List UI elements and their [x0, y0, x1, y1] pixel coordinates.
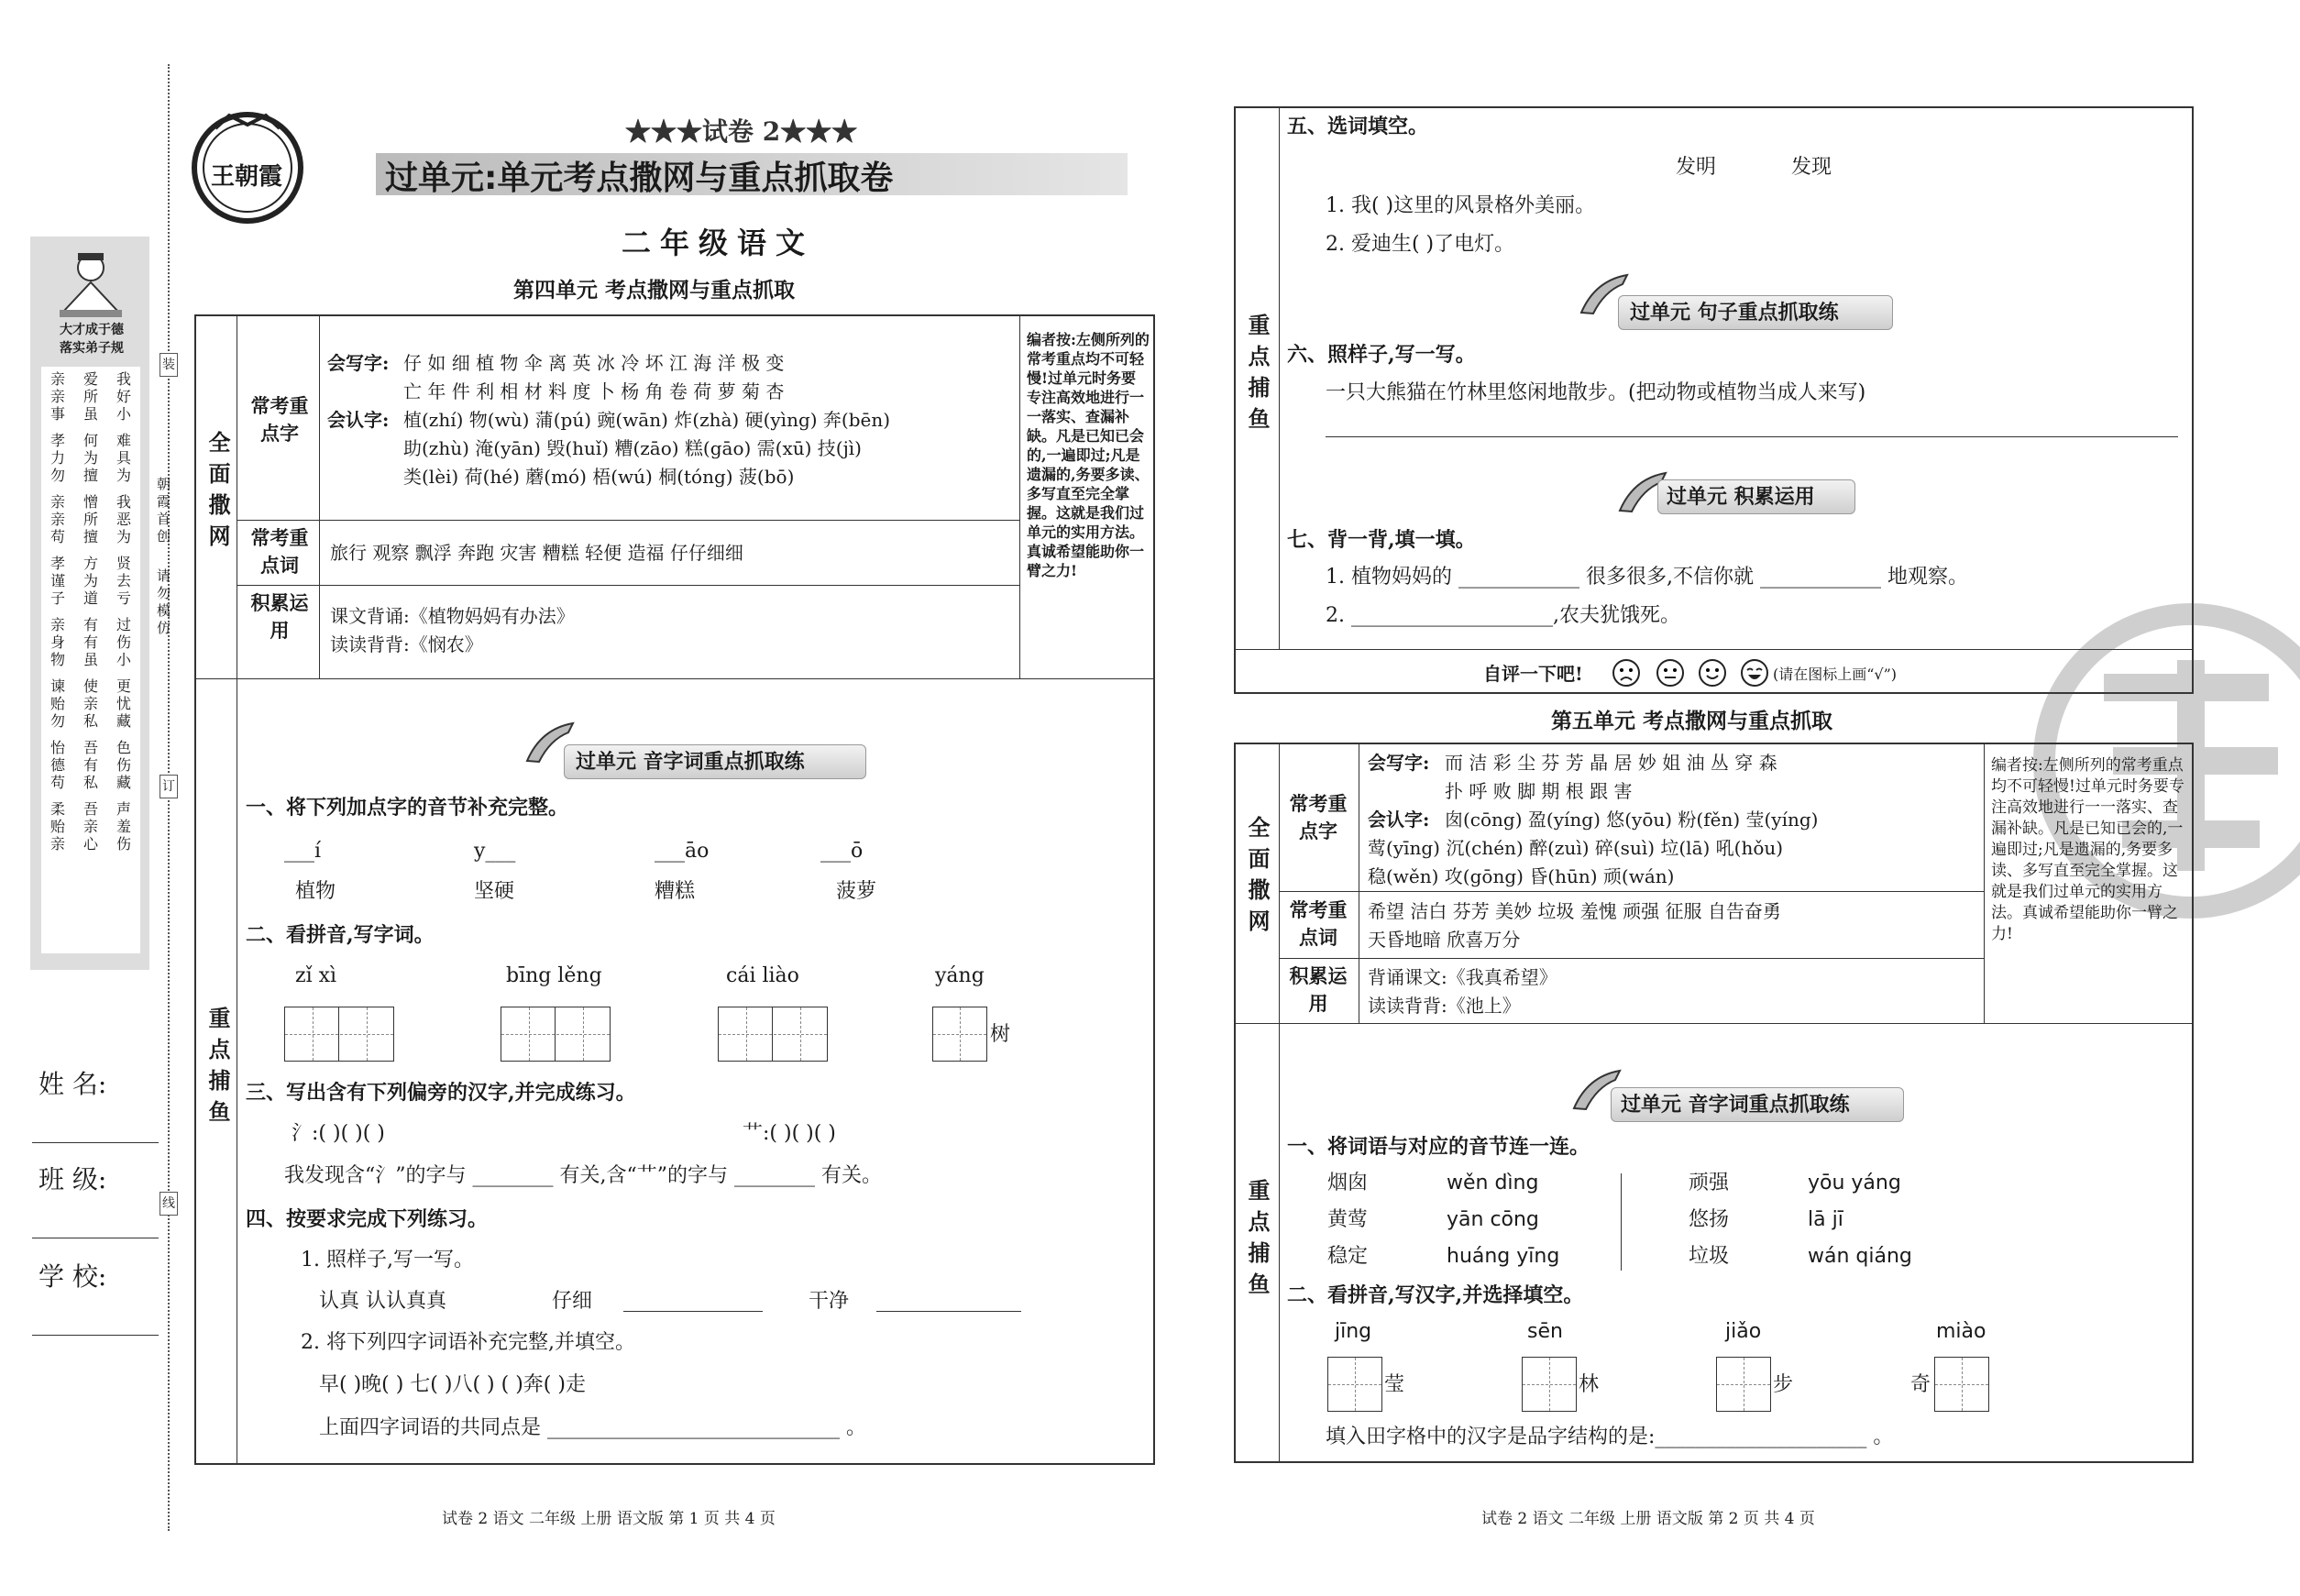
poem-char: 贻	[50, 818, 65, 835]
right-write-line1: 而 洁 彩 尘 芬 芳 晶 居 妙 姐 油 丛 穿 森	[1445, 752, 1777, 774]
dash-mark-3: 线	[160, 1192, 178, 1216]
q2-grid-1[interactable]	[284, 1007, 394, 1062]
poem-char: 色	[116, 739, 131, 756]
dash-mark-2: 订	[160, 775, 178, 798]
self-eval-hint: (请在图标上画“√”)	[1773, 666, 1898, 683]
right-read-line1: 囱(cōng) 盈(yíng) 悠(yōu) 粉(fěn) 莹(yíng)	[1445, 809, 1819, 831]
poem-char: 孝	[50, 555, 65, 572]
poem-char: 亲	[50, 493, 65, 511]
unit5-title: 第五单元 考点撒网与重点抓取	[1551, 709, 1833, 733]
right-top-section-key: 重点捕鱼	[1244, 314, 1271, 438]
poem-char: 有	[83, 616, 98, 633]
logo-text: 王朝霞	[211, 163, 283, 191]
right-bottom-banner-text: 过单元 音字词重点抓取练	[1621, 1093, 1850, 1117]
poem-char: 所	[83, 511, 98, 528]
q1-left-2-word: 黄莺	[1327, 1208, 1369, 1231]
poem-char: 亲	[83, 695, 98, 712]
right-read-line3: 稳(wěn) 攻(gōng) 昏(hūn) 顽(wán)	[1368, 865, 1675, 887]
poem-char: 为	[116, 467, 131, 484]
poem-char: 小	[116, 651, 131, 668]
poem-char: 贤	[116, 555, 131, 572]
poem-gap	[41, 545, 140, 555]
q2-grid-3[interactable]	[718, 1007, 828, 1062]
left-editor-note: 编者按:左侧所列的常考重点均不可轻慢!过单元时务要专注高效地进行一一落实、查漏补缺。凡是已知已会的,一遍即过;凡是遗漏的,务要多读、多写直至完全掌握。这就是我们过单元的实用方法。真诚希望能助你一臂之力!	[1027, 331, 1150, 579]
q6-answer-line[interactable]	[1326, 436, 2178, 437]
q2-tree-char: 树	[990, 1023, 1011, 1046]
right-section-key: 重点捕鱼	[1244, 1179, 1271, 1304]
r-q2-char-2: 林	[1579, 1373, 1600, 1396]
poem-char: 亲	[50, 835, 65, 853]
poem-char: 物	[50, 651, 65, 668]
poem-char: 有	[83, 633, 98, 651]
poem-char: 声	[116, 800, 131, 818]
right-section-all: 全面撒网	[1244, 816, 1271, 941]
r-q2-char-3: 步	[1773, 1373, 1794, 1396]
neutral-face-icon[interactable]	[1656, 658, 1685, 688]
q1-item-2-pinyin: y___	[474, 840, 516, 863]
footer-right: 试卷 2 语文 二年级 上册 语文版 第 2 页 共 4 页	[1481, 1510, 1815, 1528]
self-eval: 自评一下吧!	[1483, 663, 1583, 685]
left-q4: 四、按要求完成下列练习。	[246, 1207, 489, 1231]
poem-char: 我	[116, 493, 131, 511]
poem-char: 羞	[116, 818, 131, 835]
sad-face-icon[interactable]	[1612, 658, 1641, 688]
right-row1-label: 常考重点字	[1289, 792, 1348, 842]
school-field[interactable]	[32, 1335, 159, 1336]
left-write-line1: 仔 如 细 植 物 伞 离 英 冰 冷 坏 江 海 洋 极 变	[403, 352, 785, 374]
poem-char: 为	[83, 572, 98, 589]
poem-char: 为	[83, 449, 98, 467]
poem-char: 擅	[83, 467, 98, 484]
poem-char: 难	[116, 432, 131, 449]
q4-1c: 干净	[809, 1290, 850, 1313]
poem-char: 有	[83, 756, 98, 774]
poem-char: 恶	[116, 511, 131, 528]
poem-char: 苟	[50, 528, 65, 545]
r-q2-pinyin-4: miào	[1936, 1320, 1986, 1343]
poem-char: 贻	[50, 695, 65, 712]
q2-pinyin-4: yáng	[935, 964, 985, 987]
poem-grid	[41, 367, 140, 862]
left-recite2: 读读背背:《悯农》	[330, 633, 483, 655]
poem-gap	[41, 484, 140, 493]
q6-example: 一只大熊猫在竹林里悠闲地散步。(把动物或植物当成人来写)	[1326, 381, 1866, 404]
poem-char: 勿	[50, 467, 65, 484]
poem-char: 我	[116, 370, 131, 388]
q2-pinyin-2: bīng lěng	[506, 964, 602, 987]
poem-char: 为	[116, 528, 131, 545]
right-banner-1-text: 过单元 句子重点抓取练	[1630, 301, 1839, 325]
poem-char: 虽	[83, 405, 98, 423]
q1-left-3-word: 稳定	[1327, 1245, 1369, 1268]
right-recite1: 背诵课文:《我真希望》	[1368, 966, 1557, 988]
sidebar-poem	[41, 367, 140, 953]
footer-left: 试卷 2 语文 二年级 上册 语文版 第 1 页 共 4 页	[442, 1510, 776, 1528]
left-q2: 二、看拼音,写字词。	[246, 923, 435, 947]
q4-1b-blank[interactable]	[623, 1311, 763, 1312]
q1-right-2-word: 悠扬	[1689, 1208, 1730, 1231]
left-section-all: 全面撒网	[204, 431, 231, 556]
poem-gap	[41, 423, 140, 432]
q2-grid-4[interactable]	[932, 1007, 987, 1062]
q2-pinyin-1: zǐ xì	[295, 964, 337, 987]
right-write-label: 会写字:	[1368, 752, 1430, 774]
left-write-line2: 亡 年 件 利 相 材 料 度 卜 杨 角 卷 荷 萝 菊 杏	[403, 380, 785, 402]
left-row3-label: 积累运用	[250, 591, 309, 642]
q4-2: 2. 将下列四字词语补充完整,并填空。	[301, 1331, 635, 1354]
poem-char: 苟	[50, 774, 65, 791]
dash-mark-1: 装	[160, 353, 178, 377]
q5-opt1: 发明	[1676, 156, 1717, 179]
q3-line1a: 氵:( )( )( )	[292, 1122, 385, 1145]
poem-char: 虽	[83, 651, 98, 668]
right-read-line2: 莺(yīng) 沉(chén) 醉(zuì) 碎(suì) 垃(lā) 吼(hǒu)	[1368, 837, 1784, 859]
poem-char: 爱	[83, 370, 98, 388]
poem-char: 何	[83, 432, 98, 449]
header-title: 过单元:单元考点撒网与重点抓取卷	[385, 160, 894, 197]
right-words2: 天昏地暗 欣喜万分	[1368, 929, 1521, 951]
poem-char: 子	[50, 589, 65, 607]
q4-1a: 认真 认认真真	[319, 1290, 446, 1313]
left-q1: 一、将下列加点字的音节补充完整。	[246, 796, 569, 820]
right-q1: 一、将词语与对应的音节连一连。	[1287, 1135, 1590, 1159]
right-write-line2: 扑 呼 败 脚 期 根 跟 害	[1445, 780, 1633, 802]
poem-char: 柔	[50, 800, 65, 818]
poem-char: 藏	[116, 712, 131, 730]
q1-left-1-pinyin: wěn dìng	[1447, 1172, 1539, 1194]
q1-right-3-pinyin: wán qiáng	[1808, 1245, 1912, 1268]
right-banner-2-text: 过单元 积累运用	[1667, 485, 1815, 509]
q6: 六、照样子,写一写。	[1287, 343, 1476, 367]
right-words1: 希望 洁白 芬芳 美妙 垃圾 羞愧 顽强 征服 自告奋勇	[1368, 900, 1781, 922]
r-q2-pinyin-2: sēn	[1527, 1320, 1563, 1343]
poem-char: 亲	[50, 370, 65, 388]
poem-char: 身	[50, 633, 65, 651]
poem-char: 亲	[50, 511, 65, 528]
poem-char: 伤	[116, 835, 131, 853]
poem-char: 小	[116, 405, 131, 423]
poem-char: 去	[116, 572, 131, 589]
q5-opt2: 发现	[1791, 156, 1832, 179]
poem-char: 亲	[83, 818, 98, 835]
q3-line1b: 艹:( )( )( )	[743, 1122, 836, 1145]
q7: 七、背一背,填一填。	[1287, 528, 1476, 552]
poem-char: 伤	[116, 756, 131, 774]
poem-char: 力	[50, 449, 65, 467]
q1-right-3-word: 垃圾	[1689, 1245, 1730, 1268]
right-recite2: 读读背背:《池上》	[1368, 995, 1521, 1017]
poem-char: 德	[50, 756, 65, 774]
smile-face-icon[interactable]	[1698, 658, 1727, 688]
q1-item-1-pinyin: ___í	[284, 840, 322, 863]
q2-grid-2[interactable]	[501, 1007, 611, 1062]
right-row2-label: 常考重点词	[1289, 898, 1348, 949]
q1-item-1-word: 植物	[295, 880, 336, 903]
poem-char: 勿	[50, 712, 65, 730]
q7-1: 1. 植物妈妈的 ____________ 很多很多,不信你就 ____________ 地观察。	[1326, 566, 1968, 589]
q1-item-2-word: 坚硬	[474, 880, 515, 903]
q4-1: 1. 照样子,写一写。	[301, 1249, 474, 1271]
left-read-line3: 类(lèi) 荷(hé) 蘑(mó) 梧(wú) 桐(tóng) 菠(bō)	[403, 466, 795, 488]
poem-char: 憎	[83, 493, 98, 511]
name-label: 姓 名:	[39, 1069, 107, 1099]
poem-char: 谏	[50, 677, 65, 695]
school-label: 学 校:	[39, 1261, 107, 1292]
poem-char: 具	[116, 449, 131, 467]
q4-1c-blank[interactable]	[876, 1311, 1021, 1312]
poem-char: 所	[83, 388, 98, 405]
sidebar-figure	[50, 248, 131, 321]
laugh-face-icon[interactable]	[1740, 658, 1769, 688]
poem-char: 过	[116, 616, 131, 633]
q1-item-4-word: 菠萝	[836, 880, 877, 903]
poem-char: 忧	[116, 695, 131, 712]
q4-2b: 上面四字词语的共同点是 _____________________________ 。	[319, 1416, 866, 1439]
poem-char: 使	[83, 677, 98, 695]
r-q2-grid-4[interactable]	[1934, 1357, 1989, 1412]
left-q3: 三、写出含有下列偏旁的汉字,并完成练习。	[246, 1081, 636, 1105]
q5-1: 1. 我( )这里的风景格外美丽。	[1326, 194, 1596, 217]
poem-char: 亲	[50, 616, 65, 633]
r-q2-grid-1[interactable]	[1327, 1357, 1382, 1412]
poem-char: 亲	[50, 388, 65, 405]
q1-item-3-pinyin: ___āo	[655, 840, 710, 863]
poem-char: 心	[83, 835, 98, 853]
poem-char: 好	[116, 388, 131, 405]
poem-char: 孝	[50, 432, 65, 449]
left-read-line2: 助(zhù) 淹(yān) 毁(huǐ) 糟(zāo) 糕(gāo) 需(xū) 技(jì)	[403, 437, 862, 459]
left-read-label: 会认字:	[327, 409, 390, 431]
poem-gap	[41, 607, 140, 616]
q1-left-2-pinyin: yān cōng	[1447, 1208, 1539, 1231]
poem-gap	[41, 853, 140, 862]
name-field[interactable]	[32, 1142, 159, 1143]
poem-char: 藏	[116, 774, 131, 791]
left-section-key: 重点捕鱼	[204, 1007, 231, 1131]
poem-char: 吾	[83, 739, 98, 756]
poem-char: 道	[83, 589, 98, 607]
sidebar-vert1: 朝霞首创	[155, 477, 171, 546]
q7-2: 2. ____________________,农夫犹饿死。	[1326, 604, 1680, 627]
poem-char: 伤	[116, 633, 131, 651]
left-key-banner-text: 过单元 音字词重点抓取练	[576, 750, 805, 774]
header-stars: ★★★试卷 2★★★	[625, 116, 858, 147]
r-q2-pinyin-1: jīng	[1335, 1320, 1372, 1343]
poem-char: 怡	[50, 739, 65, 756]
poem-char: 私	[83, 774, 98, 791]
q3-line2: 我发现含“氵”的字与 ________ 有关,含“艹”的字与 ________ 有关。	[284, 1164, 882, 1187]
poem-char: 事	[50, 405, 65, 423]
right-q2: 二、看拼音,写汉字,并选择填空。	[1287, 1283, 1584, 1307]
q1-right-1-word: 顽强	[1689, 1172, 1730, 1194]
sidebar-vert2: 请勿模仿	[155, 568, 171, 638]
q1-item-4-pinyin: ___ō	[820, 840, 864, 863]
left-recite1: 课文背诵:《植物妈妈有办法》	[330, 605, 575, 627]
q2-pinyin-3: cái liào	[726, 964, 799, 987]
poem-gap	[41, 791, 140, 800]
left-row2-label: 常考重点词	[250, 526, 309, 577]
q5-2: 2. 爱迪生( )了电灯。	[1326, 233, 1515, 256]
poem-gap	[41, 730, 140, 739]
r-q2-grid-3[interactable]	[1716, 1357, 1771, 1412]
left-row1-label: 常考重点字	[250, 394, 309, 445]
right-read-label: 会认字:	[1368, 809, 1430, 831]
r-q2-pinyin-3: jiǎo	[1725, 1320, 1762, 1343]
left-read-line1: 植(zhí) 物(wù) 蒲(pú) 豌(wān) 炸(zhà) 硬(yìng) 奔(bēn)	[403, 409, 891, 431]
poem-char: 更	[116, 677, 131, 695]
poem-char: 私	[83, 712, 98, 730]
r-q2-char-4: 奇	[1910, 1373, 1931, 1396]
poem-char: 吾	[83, 800, 98, 818]
sidebar-motto: 大才成于德 落实弟子规	[60, 323, 124, 356]
poem-char: 方	[83, 555, 98, 572]
q4-2a: 早( )晚( ) 七( )八( ) ( )奔( )走	[319, 1373, 586, 1396]
left-words: 旅行 观察 飘浮 奔跑 灾害 糟糕 轻便 造福 仔仔细细	[330, 542, 743, 564]
q1-left-3-pinyin: huáng yīng	[1447, 1245, 1560, 1268]
r-q2-grid-2[interactable]	[1522, 1357, 1577, 1412]
r-q2-char-1: 莹	[1384, 1373, 1405, 1396]
q1-right-1-pinyin: yōu yáng	[1808, 1172, 1901, 1194]
unit4-title: 第四单元 考点撒网与重点抓取	[513, 278, 796, 303]
left-write-label: 会写字:	[327, 352, 390, 374]
q1-item-3-word: 糟糕	[655, 880, 696, 903]
q1-left-1-word: 烟囱	[1327, 1172, 1369, 1194]
right-row3-label: 积累运用	[1289, 964, 1348, 1015]
r-q2-end: 填入田字格中的汉字是品字结构的是:_____________________ 。	[1326, 1425, 1894, 1448]
q4-1b: 仔细	[552, 1290, 593, 1313]
header-subject: 二年级语文	[622, 226, 815, 260]
poem-char: 擅	[83, 528, 98, 545]
poem-char: 谨	[50, 572, 65, 589]
q1-right-2-pinyin: lā jī	[1808, 1208, 1843, 1231]
poem-char: 亏	[116, 589, 131, 607]
poem-gap	[41, 668, 140, 677]
class-label: 班 级:	[39, 1164, 107, 1194]
right-editor-note: 编者按:左侧所列的常考重点均不可轻慢!过单元时务要专注高效地进行一一落实、查漏补缺。凡是已知已会的,一遍即过;凡是遗漏的,务要多读、多写直至完全掌握。这就是我们过单元的实用方法。真诚希望能助你一臂之力!	[1991, 756, 2184, 943]
q5: 五、选词填空。	[1287, 115, 1429, 138]
